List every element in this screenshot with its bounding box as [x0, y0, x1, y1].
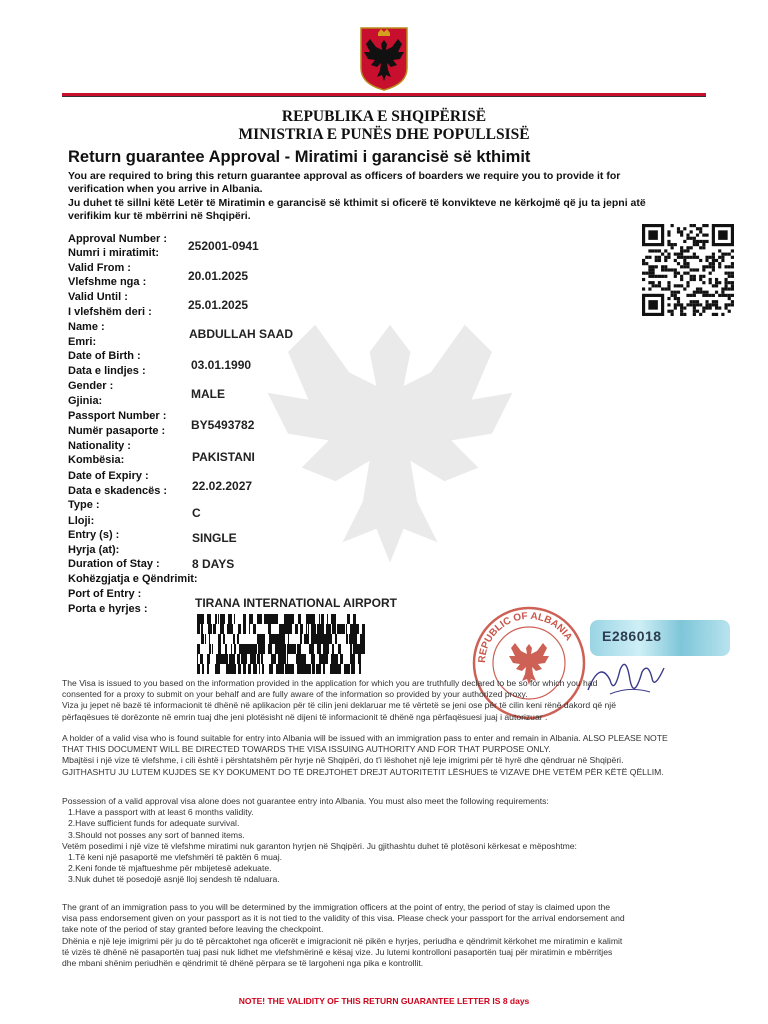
text-line: Mbajtësi i një vize të vlefshme, i cili është i përshtatshëm për hyrje në Shqipëri, do t'i lëshohet një leje imigrimi për të hyrë dhe qëndruar në Shqipëri. [62, 755, 624, 766]
field-label-en: Entry (s) : [68, 529, 120, 541]
date-of-expiry-value: 22.02.2027 [192, 479, 253, 493]
entries-value: SINGLE [192, 531, 237, 545]
paragraph-immigration-pass [62, 733, 746, 778]
hologram-code: E286018 [602, 628, 662, 644]
field-label-en: Approval Number : [68, 233, 168, 245]
stamp-text: REPUBLIC OF ALBANIA [476, 610, 575, 664]
text-line: THAT THIS DOCUMENT WILL BE DIRECTED TOWARDS THE VISA ISSUING AUTHORITY AND FOR THAT PURPOSE ONLY. [62, 744, 551, 755]
field-label-sq: Vlefshme nga : [68, 276, 147, 288]
field-label-en: Duration of Stay : [68, 558, 160, 570]
nationality-value: PAKISTANI [192, 450, 255, 464]
date-of-birth-value: 03.01.1990 [191, 358, 252, 372]
list-item: 1.Have a passport with at least 6 months validity. [68, 807, 254, 818]
list-item: 3.Should not posses any sort of banned items. [68, 829, 245, 840]
text-line: Vetëm posedimi i një vize të vlefshme miratimi nuk garanton hyrjen në Shqipëri. Ju gjithashtu duhet të plotësoni kërkesat e mëposhtme: [62, 840, 577, 851]
field-label-sq: Kombësia: [68, 454, 125, 466]
name-value: ABDULLAH SAAD [189, 327, 293, 341]
field-label-sq: Data e lindjes : [68, 365, 146, 377]
field-label-en: Nationality : [68, 440, 131, 452]
document-title: Return guarantee Approval - Miratimi i garancisë së kthimit [68, 148, 531, 166]
text-line: Possession of a valid approval visa alone does not guarantee entry into Albania. You must also meet the following requirements: [62, 796, 549, 806]
list-item: 2.Have sufficient funds for adequate survival. [68, 818, 240, 829]
valid-from-value: 20.01.2025 [188, 269, 249, 283]
text-line: visa pass endorsement given on your passport as it is not tied to the validity of this visa. Please check your passport for the arrival endorsement and [62, 913, 625, 924]
validity-note: NOTE! THE VALIDITY OF THIS RETURN GUARANTEE LETTER IS 8 days [238, 996, 530, 1006]
passport-number-value: BY5493782 [191, 418, 255, 432]
gender-value: MALE [191, 387, 225, 401]
field-label-sq: Numri i miratimit: [68, 247, 160, 259]
field-label-en: Passport Number : [68, 410, 167, 422]
qr-code [642, 224, 734, 316]
intro-albanian-line-1: Ju duhet të sillni këtë Letër të Miratimin e garancisë së kthimit si oficerë të konvikteve ne kërkojmë që ju ta jepni atë [68, 197, 646, 209]
text-line: Viza ju jepet në bazë të informacionit të dhënë në aplikacion për të cilin jeni deklaruar me të vërtetë se jeni ose për të cilin keni rënë dakord që një [62, 700, 616, 711]
approval-number-value: 252001-0941 [188, 239, 259, 253]
text-line: GJITHASHTU JU LUTEM KUJDES SE KY DOKUMENT DO TË DREJTOHET DREJT AUTORITETIT LËSHUES të VIZAVE DHE VETËM PËR KËTË QËLLIM. [62, 766, 664, 777]
header-rule-dark [62, 96, 706, 97]
field-label-sq: Hyrja (at): [68, 544, 120, 556]
field-label-sq: Gjinia: [68, 395, 103, 407]
field-label-sq: Porta e hyrjes : [68, 603, 148, 615]
intro-english-line-2: verification when you arrive in Albania. [68, 183, 263, 195]
field-label-sq: I vlefshëm deri : [68, 306, 152, 318]
field-label-en: Date of Expiry : [68, 470, 149, 482]
text-line: dhe mbani shënim periudhën e qëndrimit të dhënë përpara se të largoheni nga pika e kontrollit. [62, 958, 424, 969]
field-label-en: Gender : [68, 380, 114, 392]
field-label-en: Date of Birth : [68, 350, 141, 362]
field-label-en: Valid Until : [68, 291, 128, 303]
field-label-sq: Lloji: [68, 515, 95, 527]
field-label-sq: Numër pasaporte : [68, 425, 166, 437]
field-label-en: Port of Entry : [68, 588, 142, 600]
field-label-en: Valid From : [68, 262, 131, 274]
text-line: take note of the period of stay granted before leaving the checkpoint. [62, 924, 324, 935]
list-item: 1.Të keni një pasaportë me vlefshmëri të paktën 6 muaj. [68, 852, 283, 863]
valid-until-value: 25.01.2025 [188, 298, 249, 312]
field-label-sq: Kohëzgjatja e Qëndrimit: [68, 573, 198, 585]
paragraph-requirements [62, 796, 746, 886]
republic-heading: REPUBLIKA E SHQIPËRISË [281, 108, 487, 125]
duration-of-stay-value: 8 DAYS [192, 557, 235, 571]
intro-english-line-1: You are required to bring this return guarantee approval as officers of boarders we require you to provide it for [68, 170, 621, 182]
text-line: consented for a proxy to submit on your behalf and are fully aware of the information so provided by your authorized proxy. [62, 689, 528, 700]
intro-albanian-line-2: verifikim kur të mbërrini në Shqipëri. [68, 210, 251, 222]
field-label-sq: Data e skadencës : [68, 485, 168, 497]
ministry-heading: MINISTRIA E PUNËS DHE POPULLSISË [238, 126, 530, 143]
paragraph-period-of-stay [62, 902, 746, 969]
type-value: C [192, 506, 201, 520]
port-of-entry-value: TIRANA INTERNATIONAL AIRPORT [195, 596, 397, 610]
text-line: The Visa is issued to you based on the information provided in the application for which you are truthfully declared to be so for which you had [62, 678, 598, 688]
field-label-sq: Emri: [68, 336, 97, 348]
text-line: të vizës të dhënë në pasaportën tuaj pasi nuk lidhet me vlefshmërinë e kësaj vize. Ju lutemi kontrolloni pasaportën tuaj për miratimin e mbërritjes [62, 946, 613, 957]
list-item: 3.Nuk duhet të posedojë asnjë lloj sendesh të ndaluara. [68, 874, 280, 885]
field-label-en: Name : [68, 321, 105, 333]
field-label-en: Type : [68, 499, 100, 511]
text-line: The grant of an immigration pass to you will be determined by the immigration officers at the point of entry, the period of stay is claimed upon the [62, 902, 611, 912]
text-line: A holder of a valid visa who is found suitable for entry into Albania will be issued with an immigration pass to enter and remain in Albania. ALSO PLEASE NOTE [62, 733, 668, 743]
text-line: përfaqësues të dorëzonte në emrin tuaj dhe jeni plotësisht në dijeni të informacionit të dhënë nga përfaqësuesi juaj i autorizuar . [62, 711, 548, 722]
eagle-watermark-icon [210, 250, 570, 590]
text-line: Dhënia e një leje imigrimi për ju do të përcaktohet nga oficerët e imigracionit në pikën e hyrjes, periudha e qëndrimit kërkohet me miratimin e kalimit [62, 935, 623, 946]
albania-coat-of-arms-icon [357, 24, 411, 92]
paragraph-visa-information [62, 678, 746, 723]
list-item: 2.Keni fonde të mjaftueshme për mbijetesë adekuate. [68, 863, 272, 874]
barcode [197, 614, 365, 674]
